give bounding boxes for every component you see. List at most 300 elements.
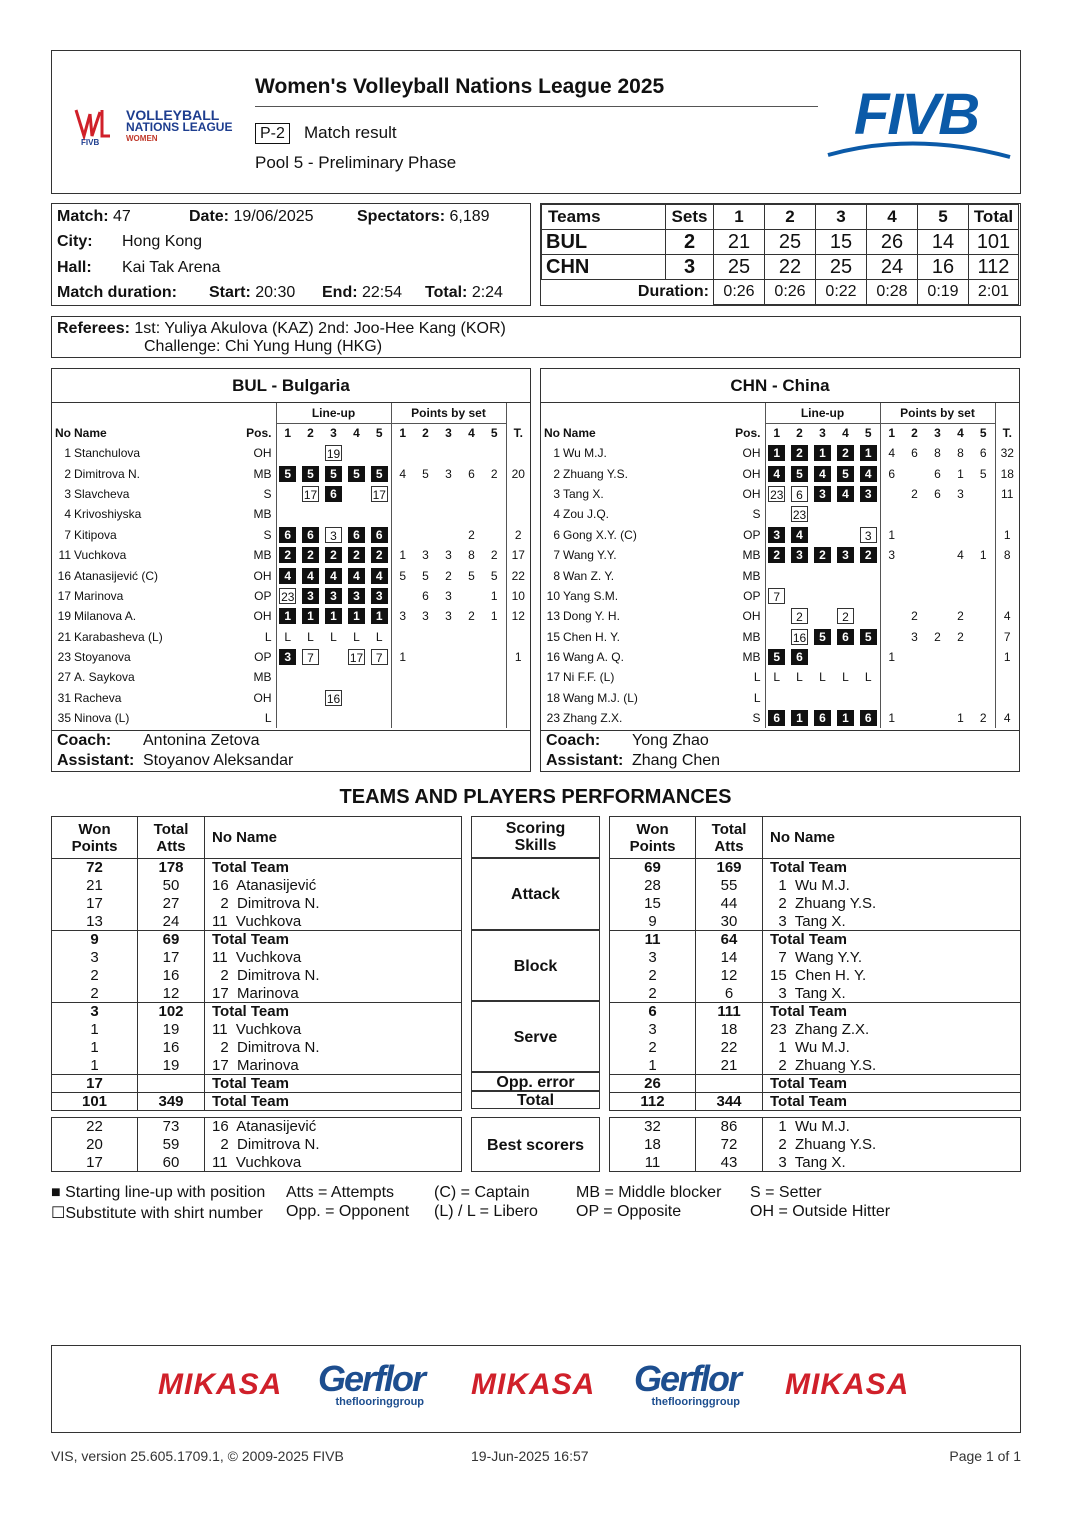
player-total: 7 xyxy=(1003,629,1011,644)
player-row xyxy=(52,667,530,687)
hall-value: Kai Tak Arena xyxy=(122,259,221,276)
set-points xyxy=(483,708,506,728)
player-name: 2 Dimitrova N. xyxy=(205,1039,462,1057)
lineup-header-row xyxy=(541,423,1019,443)
starting-position-box: 1 xyxy=(371,608,388,624)
set-points: 2 xyxy=(911,609,918,624)
lineup-cell xyxy=(811,545,834,565)
set-points xyxy=(437,627,460,647)
set-points xyxy=(460,586,483,606)
player-name: Wan Z. Y. xyxy=(563,568,615,583)
player-position: OH xyxy=(733,606,765,626)
lineup-cell xyxy=(834,708,857,728)
set-points: 5 xyxy=(399,568,407,583)
total-atts: 55 xyxy=(696,877,763,895)
substitute-box: 17 xyxy=(303,487,318,502)
coach-name: Antonina Zetova xyxy=(143,732,260,749)
perf-row xyxy=(610,1057,1021,1075)
player-row xyxy=(52,606,530,626)
doc-type: Match result xyxy=(304,123,397,142)
pos-header: Pos. xyxy=(244,423,276,443)
won-points: 1 xyxy=(52,1039,138,1057)
lineup-header: Line-up xyxy=(765,403,880,423)
lineup-cell xyxy=(276,606,299,626)
perf-row xyxy=(52,967,462,985)
total-atts: 349 xyxy=(138,1093,205,1111)
set-points xyxy=(391,667,414,687)
set-points: 6 xyxy=(911,446,918,461)
set-score: 21 xyxy=(714,230,765,255)
player-name: Vuchkova xyxy=(74,548,127,563)
starting-position-box: 5 xyxy=(791,466,808,482)
set-score: 15 xyxy=(816,230,867,255)
won-points: 2 xyxy=(610,985,696,1003)
lineup-cell: L xyxy=(368,627,391,647)
lineup-cell xyxy=(276,586,299,606)
set-points: 3 xyxy=(422,609,429,624)
set-points: 6 xyxy=(934,466,941,481)
player-row xyxy=(52,627,530,647)
set-score: 26 xyxy=(867,230,918,255)
lineup-cell xyxy=(788,606,811,626)
hall-label: Hall: xyxy=(57,259,92,276)
starting-position-box: 6 xyxy=(814,710,831,726)
set-points xyxy=(903,545,926,565)
player-number: 1 xyxy=(553,446,560,461)
score-header-teams: Teams xyxy=(542,205,666,230)
set-points xyxy=(949,647,972,667)
perf-row xyxy=(610,877,1021,895)
player-number: 2 xyxy=(553,466,560,481)
lineup-cell xyxy=(834,545,857,565)
player-row xyxy=(52,565,530,585)
lineup-cell xyxy=(276,667,299,687)
won-points: 72 xyxy=(52,859,138,877)
best-scorers-chn xyxy=(609,1117,1021,1172)
won-points: 20 xyxy=(52,1136,138,1154)
perf-row xyxy=(610,895,1021,913)
player-row xyxy=(541,647,1019,667)
player-number: 27 xyxy=(57,670,71,685)
coach-label: Coach: xyxy=(546,732,601,749)
set-points: 5 xyxy=(422,466,429,481)
legend-s: S = Setter xyxy=(750,1184,822,1201)
player-number: 3 xyxy=(553,486,560,501)
won-points: 112 xyxy=(610,1093,696,1111)
set-duration: 0:26 xyxy=(714,280,765,305)
perf-row xyxy=(52,931,462,949)
legend-opp: Opp. = Opponent xyxy=(286,1203,410,1220)
lineup-cell xyxy=(368,443,391,463)
set-points xyxy=(414,525,437,545)
won-points-header: Won Points xyxy=(52,817,138,859)
lineup-cell xyxy=(834,463,857,483)
lineup-cell xyxy=(788,443,811,463)
lineup-cell xyxy=(834,627,857,647)
won-points: 2 xyxy=(52,967,138,985)
lineup-cell xyxy=(765,688,788,708)
set-points: 2 xyxy=(934,629,941,644)
player-row xyxy=(541,708,1019,728)
starting-position-box: 1 xyxy=(837,710,854,726)
lineup-cell xyxy=(811,708,834,728)
player-name: Total Team xyxy=(763,1075,1021,1093)
player-name: 2 Zhuang Y.S. xyxy=(763,1136,1021,1154)
score-header-set2: 2 xyxy=(765,205,816,230)
player-number: 17 xyxy=(57,588,71,603)
starting-position-box: 6 xyxy=(768,710,785,726)
lineup-cell xyxy=(765,647,788,667)
name-header: Name xyxy=(74,426,107,440)
set-score: 16 xyxy=(918,255,969,280)
player-position: MB xyxy=(733,627,765,647)
substitute-box: 17 xyxy=(372,487,386,502)
won-points: 3 xyxy=(52,949,138,967)
player-total: 17 xyxy=(511,548,525,563)
assistant-label: Assistant: xyxy=(57,752,135,769)
spectators-value: 6,189 xyxy=(449,208,490,225)
set-points xyxy=(972,647,995,667)
set-points xyxy=(926,565,949,585)
player-position: L xyxy=(733,667,765,687)
player-row xyxy=(541,586,1019,606)
set-header: 2 xyxy=(422,426,429,441)
total-atts: 19 xyxy=(138,1021,205,1039)
starting-position-box: 1 xyxy=(302,608,319,624)
lineup-cell: L xyxy=(284,629,292,644)
total-atts: 60 xyxy=(138,1154,205,1172)
set-points xyxy=(437,525,460,545)
set-points xyxy=(949,688,972,708)
starting-position-box: 6 xyxy=(325,486,342,502)
set-points xyxy=(391,688,414,708)
player-position: MB xyxy=(244,545,276,565)
set-points xyxy=(903,708,926,728)
coach-label: Coach: xyxy=(57,732,112,749)
set-header: 1 xyxy=(284,426,292,441)
player-position: MB xyxy=(733,647,765,667)
skill-total: Total xyxy=(471,1091,600,1109)
player-number: 35 xyxy=(57,711,71,726)
set-header: 5 xyxy=(972,423,995,443)
perf-row xyxy=(52,877,462,895)
perf-row xyxy=(610,859,1021,877)
perf-row xyxy=(610,949,1021,967)
set-header: 2 xyxy=(796,426,803,441)
lineup-cell xyxy=(322,463,345,483)
player-number: 15 xyxy=(546,629,560,644)
legend-substitute: ☐Substitute with shirt number xyxy=(51,1205,263,1222)
starting-position-box: 3 xyxy=(814,486,831,502)
lineup-cell xyxy=(857,545,880,565)
player-position: OH xyxy=(244,688,276,708)
total-atts: 86 xyxy=(696,1118,763,1136)
lineup-cell xyxy=(368,708,391,728)
lineup-cell: L xyxy=(819,670,826,685)
set-points xyxy=(391,443,414,463)
player-name: Ni F.F. (L) xyxy=(563,670,615,685)
player-total xyxy=(995,565,1019,585)
set-points xyxy=(483,688,506,708)
player-name: Zou J.Q. xyxy=(563,507,610,522)
won-points: 11 xyxy=(610,1154,696,1172)
total-atts: 12 xyxy=(138,985,205,1003)
lineup-cell xyxy=(811,688,834,708)
player-total: 20 xyxy=(511,466,525,481)
no-header: No xyxy=(55,426,71,440)
lineup-cell xyxy=(788,688,811,708)
total-atts: 27 xyxy=(138,895,205,913)
lineup-cell xyxy=(765,708,788,728)
set-points: 4 xyxy=(957,548,964,563)
set-points: 6 xyxy=(888,466,896,481)
total-atts: 72 xyxy=(696,1136,763,1154)
set-points xyxy=(460,688,483,708)
player-name: 15 Chen H. Y. xyxy=(763,967,1021,985)
player-name: Total Team xyxy=(205,859,462,877)
score-row-bul xyxy=(542,230,1019,255)
lineup-cell xyxy=(345,647,368,667)
player-name: 23 Zhang Z.X. xyxy=(763,1021,1021,1039)
set-header: 3 xyxy=(934,426,941,441)
perf-row xyxy=(52,985,462,1003)
lineup-cell xyxy=(765,504,788,524)
player-number: 23 xyxy=(546,711,560,726)
total-atts: 64 xyxy=(696,931,763,949)
team-title: CHN - China xyxy=(541,369,1019,403)
player-total: 10 xyxy=(511,588,525,603)
set-points xyxy=(926,647,949,667)
set-header: 1 xyxy=(888,426,896,441)
won-points: 17 xyxy=(52,1154,138,1172)
perf-header-row xyxy=(610,817,1021,859)
lineup-cell xyxy=(345,463,368,483)
perf-header-row xyxy=(52,817,462,859)
total-atts: 344 xyxy=(696,1093,763,1111)
page-title: Women's Volleyball Nations League 2025 xyxy=(255,75,665,98)
score-header-set4: 4 xyxy=(867,205,918,230)
lineup-cell xyxy=(322,586,345,606)
set-points xyxy=(903,688,926,708)
total-atts: 30 xyxy=(696,913,763,931)
set-points xyxy=(880,688,903,708)
total-atts: 6 xyxy=(696,985,763,1003)
lineup-cell xyxy=(322,484,345,504)
starting-position-box: 1 xyxy=(860,445,877,461)
lineup-cell: L xyxy=(307,629,314,644)
set-points xyxy=(483,647,506,667)
total-atts: 21 xyxy=(696,1057,763,1075)
player-total xyxy=(995,504,1019,524)
set-points: 2 xyxy=(911,486,918,501)
lineup-cell xyxy=(788,504,811,524)
skill-block: Block xyxy=(471,930,600,1001)
won-points: 6 xyxy=(610,1003,696,1021)
player-position: S xyxy=(244,525,276,545)
lineup-cell xyxy=(368,565,391,585)
set-points xyxy=(949,667,972,687)
set-points: 3 xyxy=(399,609,407,624)
set-points: 2 xyxy=(957,609,964,624)
referees-label: Referees: xyxy=(57,320,130,337)
lineup-cell xyxy=(368,545,391,565)
lineup-cell xyxy=(811,504,834,524)
starting-position-box: 5 xyxy=(837,466,854,482)
lineup-cell xyxy=(811,586,834,606)
lineup-cell xyxy=(368,504,391,524)
lineup-cell xyxy=(857,463,880,483)
starting-position-box: 4 xyxy=(768,466,785,482)
lineup-cell xyxy=(322,667,345,687)
legend-captain: (C) = Captain xyxy=(434,1184,530,1201)
total-atts: 22 xyxy=(696,1039,763,1057)
player-total xyxy=(995,688,1019,708)
starting-position-box: 1 xyxy=(791,710,808,726)
perf-row xyxy=(52,1039,462,1057)
player-row xyxy=(541,463,1019,483)
score-header-set1: 1 xyxy=(714,205,765,230)
match-number: 47 xyxy=(113,208,131,225)
skill-attack: Attack xyxy=(471,858,600,930)
player-position: MB xyxy=(244,504,276,524)
lineup-cell xyxy=(788,586,811,606)
lineup-cell xyxy=(299,708,322,728)
team-name: CHN xyxy=(542,255,666,280)
gerflor-logo xyxy=(634,1360,740,1408)
lineup-cell xyxy=(368,667,391,687)
player-total xyxy=(506,688,530,708)
total-atts: 111 xyxy=(696,1003,763,1021)
set-points xyxy=(880,504,903,524)
set-points: 3 xyxy=(445,548,452,563)
set-points xyxy=(880,627,903,647)
player-position: MB xyxy=(733,545,765,565)
set-points: 1 xyxy=(483,586,506,606)
lineup-cell xyxy=(857,708,880,728)
set-points: 6 xyxy=(422,588,429,603)
header-blank xyxy=(541,403,765,423)
starting-position-box: 6 xyxy=(837,629,854,645)
score-table xyxy=(540,203,1021,306)
lineup-cell xyxy=(322,504,345,524)
starting-position-box: 5 xyxy=(768,649,785,665)
lineup-cell xyxy=(788,627,811,647)
set-points xyxy=(903,647,926,667)
lineup-cell xyxy=(345,525,368,545)
won-points: 3 xyxy=(610,949,696,967)
won-points: 17 xyxy=(52,895,138,913)
set-header: 5 xyxy=(368,423,391,443)
lineup-cell xyxy=(788,463,811,483)
perf-row xyxy=(610,967,1021,985)
set-points xyxy=(949,525,972,545)
total-atts-header: Total Atts xyxy=(138,817,205,859)
won-points: 18 xyxy=(610,1136,696,1154)
legend-oh: OH = Outside Hitter xyxy=(750,1203,891,1220)
no-name-header: No Name xyxy=(205,817,462,859)
player-name: Kitipova xyxy=(74,527,117,542)
player-number: 7 xyxy=(64,527,71,542)
set-points: 3 xyxy=(888,548,896,563)
set-points xyxy=(972,627,995,647)
player-number: 18 xyxy=(546,690,560,705)
player-name: Marinova xyxy=(74,588,124,603)
perf-row xyxy=(610,913,1021,931)
set-points: 1 xyxy=(957,711,964,726)
lineup-cell xyxy=(299,504,322,524)
lineup-cell xyxy=(345,484,368,504)
starting-position-box: 5 xyxy=(860,629,877,645)
set-points: 1 xyxy=(972,545,995,565)
set-points xyxy=(414,627,437,647)
substitute-box: 16 xyxy=(326,691,341,706)
player-number: 4 xyxy=(553,507,560,522)
player-total: 8 xyxy=(1003,548,1011,563)
total-atts xyxy=(138,1075,205,1093)
substitute-box: 3 xyxy=(325,527,342,543)
assistant-name: Stoyanov Aleksandar xyxy=(143,752,294,769)
skill-serve: Serve xyxy=(471,1001,600,1072)
set-points xyxy=(460,504,483,524)
player-name: Total Team xyxy=(763,1093,1021,1111)
lineup-cell xyxy=(857,484,880,504)
set-header: 1 xyxy=(773,426,781,441)
player-name: 11 Vuchkova xyxy=(205,949,462,967)
set-points xyxy=(926,688,949,708)
legend-mb: MB = Middle blocker xyxy=(576,1184,722,1201)
starting-position-box: 6 xyxy=(791,649,808,665)
lineup-cell xyxy=(788,484,811,504)
set-duration: 0:28 xyxy=(867,280,918,305)
set-points xyxy=(437,504,460,524)
player-name: 7 Wang Y.Y. xyxy=(763,949,1021,967)
set-points xyxy=(880,484,903,504)
set-points xyxy=(391,504,414,524)
player-position: OP xyxy=(733,525,765,545)
player-number: 16 xyxy=(546,650,560,665)
player-total xyxy=(506,627,530,647)
perf-row xyxy=(52,1093,462,1111)
player-name: 11 Vuchkova xyxy=(205,913,462,931)
set-points xyxy=(414,688,437,708)
player-position: OH xyxy=(733,463,765,483)
total-points: 101 xyxy=(969,230,1019,255)
set-points xyxy=(391,484,414,504)
won-points: 17 xyxy=(52,1075,138,1093)
mikasa-logo: MIKASA xyxy=(471,1368,596,1401)
perf-row xyxy=(610,1039,1021,1057)
total-atts: 19 xyxy=(138,1057,205,1075)
score-header-set3: 3 xyxy=(816,205,867,230)
player-name: Slavcheva xyxy=(74,486,130,501)
starting-position-box: 2 xyxy=(348,547,365,563)
player-position: L xyxy=(244,627,276,647)
substitute-box: 2 xyxy=(791,608,808,624)
perf-row xyxy=(52,895,462,913)
lineup-cell xyxy=(765,525,788,545)
skill-opp-error: Opp. error xyxy=(471,1072,600,1091)
duration-label: Duration: xyxy=(637,283,709,301)
player-name: 17 Marinova xyxy=(205,1057,462,1075)
won-points: 9 xyxy=(610,913,696,931)
fivb-logo xyxy=(824,81,1014,161)
set-points xyxy=(880,586,903,606)
player-position: OP xyxy=(733,586,765,606)
lineup-cell xyxy=(322,606,345,626)
won-points: 22 xyxy=(52,1118,138,1136)
match-info xyxy=(51,203,531,306)
lineup-cell xyxy=(276,484,299,504)
